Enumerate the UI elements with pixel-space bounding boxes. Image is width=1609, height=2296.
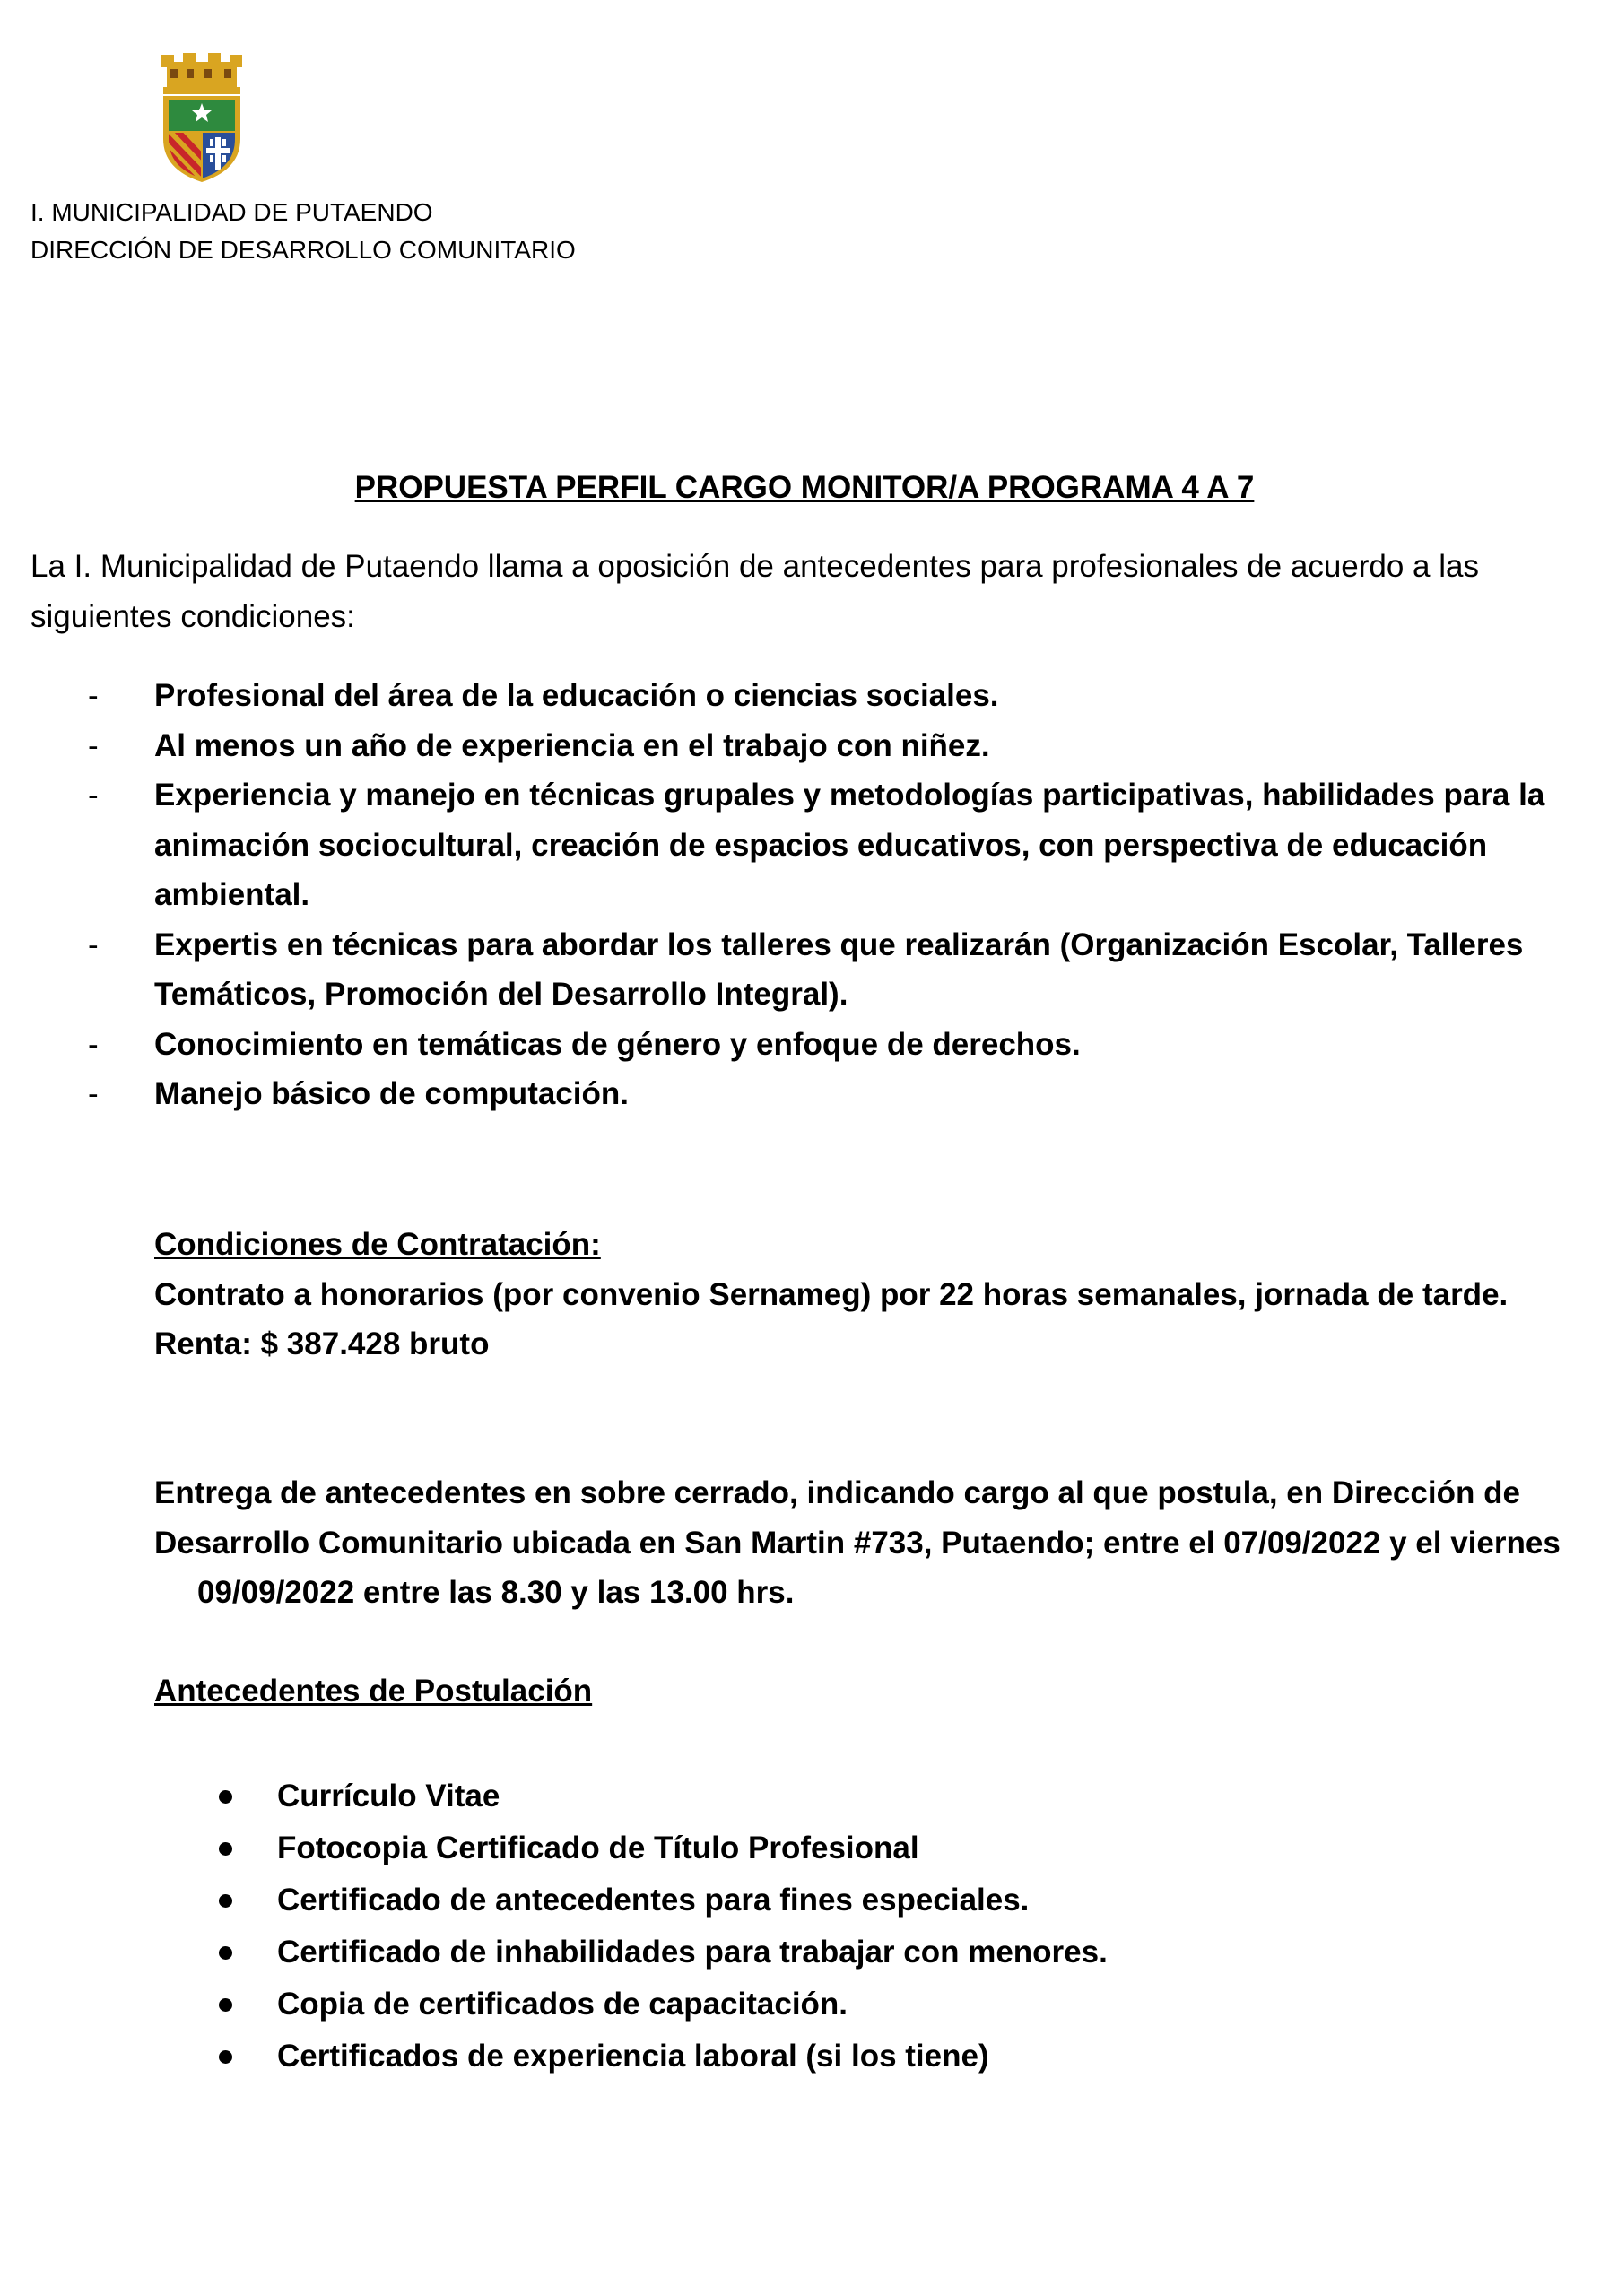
document-text: Certificado de inhabilidades para trabajar con menores. bbox=[277, 1935, 1108, 1970]
list-item bbox=[154, 1874, 1108, 1926]
issuer-header bbox=[30, 194, 576, 269]
document-text: Certificado de antecedentes para fines especiales. bbox=[277, 1883, 1030, 1918]
delivery-text-end: 09/09/2022 entre las 8.30 y las 13.00 hrs. bbox=[197, 1575, 795, 1610]
requirement-text: Conocimiento en temáticas de género y enfoque de derechos. bbox=[154, 1026, 1081, 1062]
document-text: Fotocopia Certificado de Título Profesional bbox=[277, 1831, 919, 1866]
list-item bbox=[30, 770, 1555, 920]
document-text: Currículo Vitae bbox=[277, 1779, 500, 1813]
intro-paragraph: La I. Municipalidad de Putaendo llama a oposición de antecedentes para profesionales de acuerdo a las siguientes condiciones: bbox=[30, 549, 1479, 634]
list-item bbox=[154, 1979, 1108, 2031]
list-item bbox=[30, 1020, 1555, 1070]
municipality-name: I. MUNICIPALIDAD DE PUTAENDO bbox=[30, 198, 433, 226]
document-text: Copia de certificados de capacitación. bbox=[277, 1987, 848, 2022]
bullet-icon bbox=[219, 2050, 232, 2064]
bullet-icon bbox=[219, 1998, 232, 2012]
bullet-icon bbox=[219, 1946, 232, 1960]
list-item bbox=[30, 671, 1555, 721]
dash-marker: - bbox=[88, 1026, 99, 1062]
dash-marker: - bbox=[88, 678, 99, 713]
document-text: Certificados de experiencia laboral (si los tiene) bbox=[277, 2039, 989, 2074]
salary-text: Renta: $ 387.428 bruto bbox=[154, 1326, 490, 1361]
bullet-icon bbox=[219, 1790, 232, 1804]
municipal-crest-icon bbox=[154, 49, 249, 184]
contract-text: Contrato a honorarios (por convenio Sernameg) por 22 horas semanales, jornada de tarde. bbox=[154, 1276, 1509, 1312]
dash-marker: - bbox=[88, 1076, 99, 1111]
dash-marker: - bbox=[88, 727, 99, 763]
list-item bbox=[154, 1770, 1108, 1822]
contract-heading: Condiciones de Contratación: bbox=[154, 1227, 601, 1262]
requirement-text: Al menos un año de experiencia en el trabajo con niñez. bbox=[154, 727, 990, 763]
list-item bbox=[154, 1926, 1108, 1979]
list-item bbox=[30, 721, 1555, 771]
list-item bbox=[154, 1822, 1108, 1874]
list-item bbox=[30, 920, 1555, 1020]
application-heading: Antecedentes de Postulación bbox=[154, 1674, 593, 1709]
delivery-text-start: Entrega de antecedentes en sobre cerrado, indicando cargo al que postula, en Dirección de Desarrollo Comunitario ubicada en San Martin #733, Putaendo; entre el 07/09/2022 y el viernes bbox=[154, 1475, 1561, 1561]
delivery-paragraph bbox=[154, 1468, 1571, 1618]
requirement-text: Manejo básico de computación. bbox=[154, 1076, 629, 1111]
dash-marker: - bbox=[88, 926, 99, 962]
application-documents-list bbox=[154, 1770, 1108, 2083]
list-item bbox=[154, 2031, 1108, 2083]
document-title: PROPUESTA PERFIL CARGO MONITOR/A PROGRAMA 4 A 7 bbox=[354, 470, 1255, 505]
contract-conditions bbox=[154, 1220, 1571, 1370]
department-name: DIRECCIÓN DE DESARROLLO COMUNITARIO bbox=[30, 236, 576, 264]
bullet-icon bbox=[219, 1894, 232, 1908]
list-item bbox=[30, 1069, 1555, 1119]
requirement-text: Expertis en técnicas para abordar los talleres que realizarán (Organización Escolar, Talleres Temáticos, Promoción del Desarrollo Integral). bbox=[154, 926, 1524, 1012]
bullet-icon bbox=[219, 1842, 232, 1856]
requirements-list bbox=[30, 671, 1555, 1119]
dash-marker: - bbox=[88, 778, 99, 813]
requirement-text: Experiencia y manejo en técnicas grupales y metodologías participativas, habilidades para la animación sociocultural, creación de espacios educativos, con perspectiva de educación ambiental. bbox=[154, 778, 1545, 912]
requirement-text: Profesional del área de la educación o ciencias sociales. bbox=[154, 678, 999, 713]
